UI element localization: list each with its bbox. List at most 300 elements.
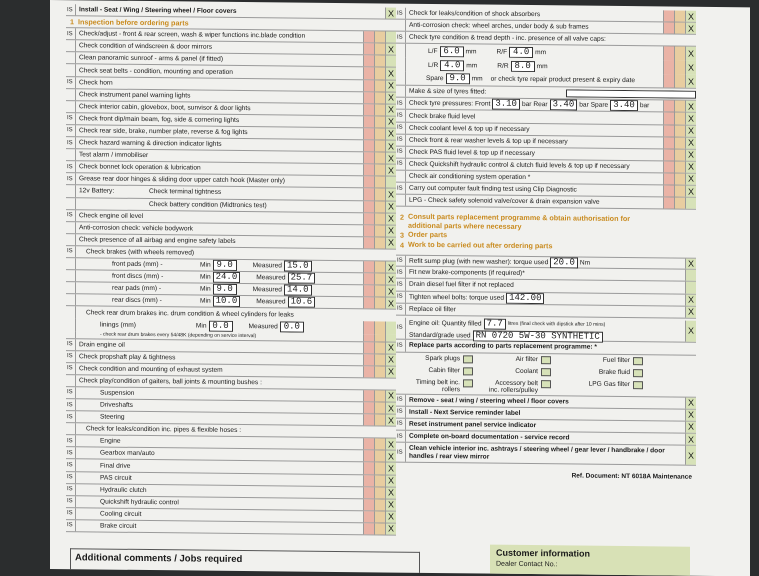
is-marker: IS: [66, 435, 76, 446]
check-box[interactable]: [685, 270, 696, 281]
brake-label: rear discs (mm) -: [112, 296, 162, 305]
check-box[interactable]: X: [385, 511, 396, 522]
status-box[interactable]: [374, 463, 385, 474]
check-box[interactable]: X: [385, 201, 396, 212]
status-box[interactable]: [374, 261, 385, 272]
is-marker: IS: [66, 173, 76, 184]
brake-measure-row: front discs (mm) - Min 24.0 Measured 25.7 X: [66, 270, 396, 286]
check-box[interactable]: X: [385, 286, 396, 297]
check-box[interactable]: X: [685, 174, 696, 185]
status-box[interactable]: [363, 390, 374, 401]
status-box[interactable]: [674, 137, 685, 148]
ref-document: Ref. Document: NT 6018A Maintenance: [571, 472, 692, 481]
part-checkbox[interactable]: [463, 355, 473, 363]
status-box[interactable]: [374, 273, 385, 284]
status-box[interactable]: [363, 354, 374, 365]
step-text: Order parts: [408, 229, 448, 240]
status-box[interactable]: [374, 92, 385, 103]
status-box[interactable]: [374, 68, 385, 79]
check-box[interactable]: X: [385, 403, 396, 414]
check-box[interactable]: X: [685, 47, 696, 61]
check-box[interactable]: X: [685, 75, 696, 88]
check-box[interactable]: X: [685, 294, 696, 305]
check-box[interactable]: X: [385, 153, 396, 164]
battery-terminal: Check terminal tightness: [149, 188, 222, 197]
brake-measured: 15.0: [284, 260, 312, 271]
status-box[interactable]: [363, 523, 374, 534]
part-label: Cabin filter: [428, 366, 460, 374]
status-box[interactable]: [674, 113, 685, 124]
status-box[interactable]: [363, 213, 374, 224]
row-text: Brake circuit: [100, 522, 137, 530]
status-box[interactable]: [363, 68, 374, 79]
brakes-heading: Check brakes (with wheels removed): [86, 248, 195, 257]
status-box[interactable]: [363, 439, 374, 450]
status-box[interactable]: [374, 511, 385, 522]
status-box[interactable]: [363, 511, 374, 522]
part-label: Brake fluid: [598, 368, 630, 376]
check-box[interactable]: X: [385, 261, 396, 272]
check-box[interactable]: X: [385, 390, 396, 401]
check-box[interactable]: X: [685, 259, 696, 269]
status-box[interactable]: [363, 92, 374, 103]
status-box[interactable]: [374, 213, 385, 224]
status-box[interactable]: [363, 164, 374, 175]
make-size-label: Make & size of tyres fitted:: [409, 88, 487, 96]
is-marker: IS: [66, 472, 76, 483]
part-checkbox[interactable]: [633, 357, 643, 365]
step-text: Consult parts replacement programme & obtain authorisation for additional parts where necessary: [408, 211, 631, 231]
is-marker: [66, 375, 76, 386]
status-box[interactable]: [374, 80, 385, 91]
status-box[interactable]: [363, 261, 374, 272]
wheel-bolts-row: IS Tighten wheel bolts: torque used 142.00 X: [397, 292, 694, 305]
status-box[interactable]: [663, 161, 674, 172]
status-box[interactable]: [374, 104, 385, 115]
check-box[interactable]: X: [685, 397, 696, 408]
leak-rows: [66, 435, 396, 535]
status-box[interactable]: [374, 177, 385, 188]
lr-tread: 4.0: [440, 60, 464, 71]
status-box[interactable]: [663, 113, 674, 124]
status-box[interactable]: [674, 161, 685, 172]
sump-torque: 20.0: [550, 257, 578, 268]
check-box[interactable]: [685, 198, 696, 209]
is-marker: IS: [66, 448, 76, 459]
status-box[interactable]: [363, 451, 374, 462]
is-marker: IS: [66, 28, 76, 39]
status-box[interactable]: [374, 140, 385, 151]
check-box[interactable]: X: [685, 186, 696, 197]
status-box[interactable]: [363, 487, 374, 498]
is-marker: IS: [66, 496, 76, 507]
status-box[interactable]: [363, 140, 374, 151]
check-box[interactable]: X: [385, 274, 396, 285]
brake-measure-row: rear pads (mm) - Min 9.0 Measured 14.0 X: [66, 282, 396, 298]
battery-condition: Check battery condition (Midtronics test): [149, 200, 267, 209]
status-box[interactable]: [363, 56, 374, 67]
status-box[interactable]: [674, 173, 685, 184]
part-label: Spark plugs: [425, 354, 460, 362]
additional-title: Additional comments / Jobs required: [75, 552, 243, 566]
row-text: Check for leaks/condition of shock absorbers: [409, 9, 541, 19]
is-marker: IS: [396, 406, 406, 417]
status-box[interactable]: [374, 414, 385, 425]
status-box[interactable]: [374, 153, 385, 164]
brake-measured: 10.6: [288, 297, 316, 308]
row-text: Anti-corrosion check: wheel arches, under body & sub frames: [409, 21, 589, 31]
status-box[interactable]: [363, 116, 374, 127]
is-marker: [66, 89, 76, 100]
check-box[interactable]: X: [685, 422, 696, 433]
row-text: Check instrument panel warning lights: [79, 91, 191, 100]
check-box[interactable]: X: [685, 113, 696, 124]
part-checkbox[interactable]: [633, 369, 643, 377]
step-number: 2: [400, 212, 404, 222]
customer-title: Customer information: [496, 547, 591, 559]
status-box[interactable]: [363, 463, 374, 474]
part-checkbox[interactable]: [463, 379, 473, 387]
part-item: [408, 366, 473, 375]
left-rows-group1: [66, 28, 396, 189]
is-marker: IS: [396, 183, 406, 194]
part-checkbox[interactable]: [633, 381, 643, 389]
check-box[interactable]: X: [385, 523, 396, 534]
status-box[interactable]: [363, 342, 374, 353]
check-box[interactable]: X: [385, 298, 396, 309]
status-box[interactable]: [363, 366, 374, 377]
is-marker: IS: [396, 110, 406, 121]
step-number: 4: [400, 240, 404, 250]
is-marker: IS: [396, 122, 406, 133]
brake-measure-row: front pads (mm) - Min 9.0 Measured 15.0 X: [66, 258, 396, 274]
status-box[interactable]: [363, 414, 374, 425]
drum-measured-value: 0.0: [280, 321, 304, 332]
status-box[interactable]: [374, 439, 385, 450]
row-text: Check engine oil level: [79, 211, 144, 220]
status-box[interactable]: [363, 298, 374, 309]
front-pressure: 3.10: [492, 99, 520, 110]
is-marker: IS: [396, 443, 406, 462]
make-size-input[interactable]: [566, 89, 696, 98]
right-final-rows: [396, 394, 696, 466]
part-item: [486, 355, 551, 364]
check-box[interactable]: X: [385, 8, 396, 19]
status-box[interactable]: [363, 499, 374, 510]
row-text: Check air conditioning system operation *: [409, 172, 531, 182]
row-text: Steering: [100, 413, 125, 421]
status-box[interactable]: [674, 198, 685, 209]
check-box[interactable]: X: [385, 116, 396, 127]
left-rows-group2: [66, 210, 396, 250]
status-box[interactable]: [374, 487, 385, 498]
row-text: Check rear side, brake, number plate, reverse & fog lights: [79, 127, 248, 137]
row-text: Check interior cabin, glovebox, boot, sunvisor & door lights: [79, 103, 251, 112]
brake-min: 9.0: [213, 284, 237, 295]
part-checkbox[interactable]: [541, 356, 551, 364]
row-text: Check Quickshift hydraulic control & clutch fluid levels & top up if necessary: [409, 160, 630, 170]
row-text: Drain engine oil: [79, 340, 125, 349]
check-box[interactable]: X: [385, 354, 396, 365]
check-box[interactable]: X: [685, 149, 696, 160]
brake-min: 24.0: [213, 272, 241, 283]
check-box[interactable]: [385, 177, 396, 188]
status-box[interactable]: [374, 354, 385, 365]
check-box[interactable]: X: [385, 342, 396, 353]
steps-block: [396, 207, 696, 258]
row-text: Test alarm / immobiliser: [79, 151, 149, 160]
status-box[interactable]: [663, 185, 674, 196]
status-box[interactable]: [374, 390, 385, 401]
status-box[interactable]: [363, 80, 374, 91]
check-box[interactable]: X: [385, 463, 396, 474]
check-box[interactable]: X: [685, 137, 696, 148]
row-text: Check play/condition of gaiters, ball joints & mounting bushes :: [79, 377, 262, 387]
brake-min: 9.0: [213, 260, 237, 271]
tyre-heading-row: IS Check tyre condition & tread depth - inc. presence of all valve caps:: [396, 32, 696, 47]
status-box[interactable]: [374, 523, 385, 534]
section-heading: Inspection before ordering parts: [78, 17, 189, 28]
check-box[interactable]: X: [685, 306, 696, 317]
status-box[interactable]: [363, 44, 374, 55]
row-text: Check brake fluid level: [409, 112, 476, 120]
check-box[interactable]: X: [385, 475, 396, 486]
check-box[interactable]: X: [385, 237, 396, 248]
left-rows-group3: [66, 339, 396, 391]
status-box[interactable]: [674, 125, 685, 136]
part-checkbox[interactable]: [541, 368, 551, 376]
status-box[interactable]: [374, 475, 385, 486]
status-box[interactable]: [374, 116, 385, 127]
part-checkbox[interactable]: [463, 367, 473, 375]
row-text: Check propshaft play & tightness: [79, 352, 176, 361]
brake-label: front pads (mm) -: [112, 260, 163, 269]
oil-grade: RN 0720 5W-30 SYNTHETIC: [473, 330, 603, 342]
spare-tread: 9.0: [446, 73, 470, 84]
status-box[interactable]: [363, 104, 374, 115]
check-box[interactable]: X: [385, 415, 396, 426]
part-label: Timing belt inc. rollers: [415, 378, 460, 393]
row-text: Hydraulic clutch: [100, 486, 147, 494]
check-box[interactable]: X: [385, 141, 396, 152]
part-checkbox[interactable]: [541, 380, 551, 388]
is-marker: IS: [66, 137, 76, 148]
status-box[interactable]: [363, 225, 374, 236]
status-box[interactable]: [674, 11, 685, 22]
check-box[interactable]: X: [685, 434, 696, 445]
is-marker: IS: [66, 125, 76, 136]
is-marker: [396, 171, 406, 182]
is-marker: IS: [396, 431, 406, 442]
status-box[interactable]: [374, 225, 385, 236]
status-box[interactable]: [674, 23, 685, 34]
part-item: [578, 356, 643, 365]
is-marker: [66, 222, 76, 233]
check-box[interactable]: X: [685, 11, 696, 22]
is-marker: IS: [66, 210, 76, 221]
replace-heading-row: IS Replace parts according to parts replacement programme: *: [396, 339, 696, 355]
check-box[interactable]: X: [385, 366, 396, 377]
check-box[interactable]: X: [385, 80, 396, 91]
brake-rows: [66, 258, 396, 310]
check-box[interactable]: X: [685, 409, 696, 420]
row-text: Install - Next Service reminder label: [409, 408, 521, 417]
check-box[interactable]: X: [685, 61, 696, 75]
is-marker: IS: [396, 134, 406, 145]
row-text: Grease rear door hinges & sliding door upper catch hook (Master only): [79, 175, 285, 185]
row-text: Check coolant level & top up if necessary: [409, 124, 530, 133]
status-box[interactable]: [363, 128, 374, 139]
part-label: LPG Gas filter: [588, 380, 630, 388]
service-checklist-sheet: [50, 0, 750, 576]
part-item: [578, 368, 643, 377]
status-box[interactable]: [363, 31, 374, 42]
status-box[interactable]: [374, 342, 385, 353]
additional-comments: [70, 548, 420, 576]
oil-filter-row: IS Replace oil filter X: [396, 303, 696, 318]
check-box[interactable]: X: [685, 320, 696, 341]
status-box[interactable]: [674, 186, 685, 197]
status-box[interactable]: [363, 402, 374, 413]
drum-text: Check rear drum brakes inc. drum condition & wheel cylinders for leaks: [86, 309, 294, 319]
brake-label: front discs (mm) -: [112, 272, 164, 281]
check-box[interactable]: X: [385, 487, 396, 498]
brake-min: 10.0: [213, 296, 241, 307]
part-item: [486, 367, 551, 376]
drum-linings-label: linings (mm): [100, 321, 136, 329]
lf-tread: 6.0: [440, 46, 464, 57]
row-text: Drain diesel fuel filter if not replaced: [409, 281, 514, 290]
status-box[interactable]: [374, 402, 385, 413]
check-box[interactable]: X: [385, 44, 396, 55]
check-box[interactable]: [385, 56, 396, 67]
status-box[interactable]: [663, 137, 674, 148]
row-text: PAS circuit: [100, 474, 132, 482]
check-box[interactable]: X: [385, 213, 396, 224]
status-box[interactable]: [374, 237, 385, 248]
status-box[interactable]: [374, 286, 385, 297]
check-box[interactable]: X: [385, 451, 396, 462]
status-box[interactable]: [663, 198, 674, 209]
check-box[interactable]: X: [385, 499, 396, 510]
row-text: LPG - Check safety solenoid valve/cover & drain expansion valve: [409, 196, 600, 206]
is-marker: IS: [66, 77, 76, 88]
status-box[interactable]: [374, 298, 385, 309]
status-box[interactable]: [663, 10, 674, 21]
is-marker: IS: [66, 351, 76, 362]
row-text: Complete on-board documentation - service record: [409, 432, 570, 442]
right-mid-rows: [396, 110, 696, 210]
status-box[interactable]: [374, 32, 385, 43]
is-marker: IS: [66, 161, 76, 172]
is-marker: IS: [66, 387, 76, 398]
status-box[interactable]: [663, 23, 674, 34]
status-box[interactable]: [663, 125, 674, 136]
status-box[interactable]: [663, 149, 674, 160]
spare-note: or check tyre repair product present & expiry date: [490, 75, 636, 85]
row-text: Driveshafts: [100, 401, 133, 409]
part-item: [408, 378, 473, 393]
check-box[interactable]: X: [385, 439, 396, 450]
row-text: Clean panoramic sunroof - arms & panel (if fitted): [79, 54, 224, 64]
status-box[interactable]: [363, 237, 374, 248]
row-text: Clean vehicle interior inc. ashtrays / steering wheel / gear lever / handbrake / door handles / rear view mirror: [409, 444, 665, 461]
check-box[interactable]: X: [385, 104, 396, 115]
parts-grid: [396, 352, 696, 397]
spare-pressure: 3.40: [610, 100, 638, 111]
check-box[interactable]: X: [685, 161, 696, 172]
section-number: 1: [70, 17, 74, 27]
row-text: Quickshift hydraulic control: [100, 498, 179, 507]
status-box[interactable]: [674, 149, 685, 160]
check-box[interactable]: [385, 32, 396, 43]
row-text: Carry out computer fault finding test using Clip Diagnostic: [409, 184, 577, 194]
is-marker: [396, 20, 406, 31]
row-text: Check presence of all airbag and engine safety labels: [79, 236, 236, 245]
is-marker: [66, 65, 76, 76]
is-marker: [66, 101, 76, 112]
part-label: Fuel filter: [602, 356, 630, 364]
status-box[interactable]: [363, 273, 374, 284]
check-box[interactable]: X: [685, 23, 696, 34]
brake-label: rear pads (mm) -: [112, 284, 162, 293]
status-box[interactable]: [374, 499, 385, 510]
check-box[interactable]: X: [685, 446, 696, 465]
check-box[interactable]: X: [385, 225, 396, 236]
drum-min-value: 0.0: [209, 321, 233, 332]
check-box[interactable]: X: [385, 165, 396, 176]
status-box[interactable]: [374, 44, 385, 55]
status-box[interactable]: [363, 285, 374, 296]
sump-row: IS Refit sump plug (with new washer): torque used 20.0 Nm X: [396, 255, 696, 270]
drum-note: - check rear drum brakes every 54/48K (depending on service interval): [100, 331, 257, 340]
check-box[interactable]: [685, 282, 696, 293]
status-box[interactable]: [363, 152, 374, 163]
status-box[interactable]: [374, 165, 385, 176]
right-top-rows: [396, 8, 696, 35]
status-box[interactable]: [374, 366, 385, 377]
row-text: Cooling circuit: [100, 510, 142, 518]
part-label: Coolant: [515, 367, 538, 375]
row-text: Check horn: [79, 78, 113, 87]
brake-measured: 14.0: [284, 285, 312, 296]
check-box[interactable]: X: [385, 189, 396, 200]
check-box[interactable]: X: [385, 128, 396, 139]
status-box[interactable]: [374, 128, 385, 139]
tyre-heading: Check tyre condition & tread depth - inc. presence of all valve caps:: [409, 33, 606, 44]
status-box[interactable]: [663, 173, 674, 184]
tyre-spare-row: Spare 9.0 mm or check tyre repair product present & expiry date X: [396, 72, 696, 89]
gaiter-rows: [66, 387, 396, 427]
row-text: Check condition of windscreen & door mirrors: [79, 42, 213, 52]
row-text: Reset instrument panel service indicator: [409, 420, 537, 430]
check-box[interactable]: X: [685, 125, 696, 136]
brake-measure-row: rear discs (mm) - Min 10.0 Measured 10.6 X: [66, 294, 396, 310]
is-marker: [66, 53, 76, 64]
battery-label: 12v Battery:: [79, 187, 115, 196]
check-box[interactable]: X: [385, 92, 396, 103]
row-text: Engine: [100, 437, 121, 446]
is-marker: [66, 40, 76, 51]
check-box[interactable]: X: [685, 101, 696, 112]
status-box[interactable]: [374, 451, 385, 462]
status-box[interactable]: [363, 475, 374, 486]
status-box[interactable]: [363, 177, 374, 188]
row-text: Check seat belts - condition, mounting and operation: [79, 66, 233, 76]
check-box[interactable]: X: [385, 68, 396, 79]
status-box[interactable]: [374, 56, 385, 67]
is-marker: IS: [66, 113, 76, 124]
